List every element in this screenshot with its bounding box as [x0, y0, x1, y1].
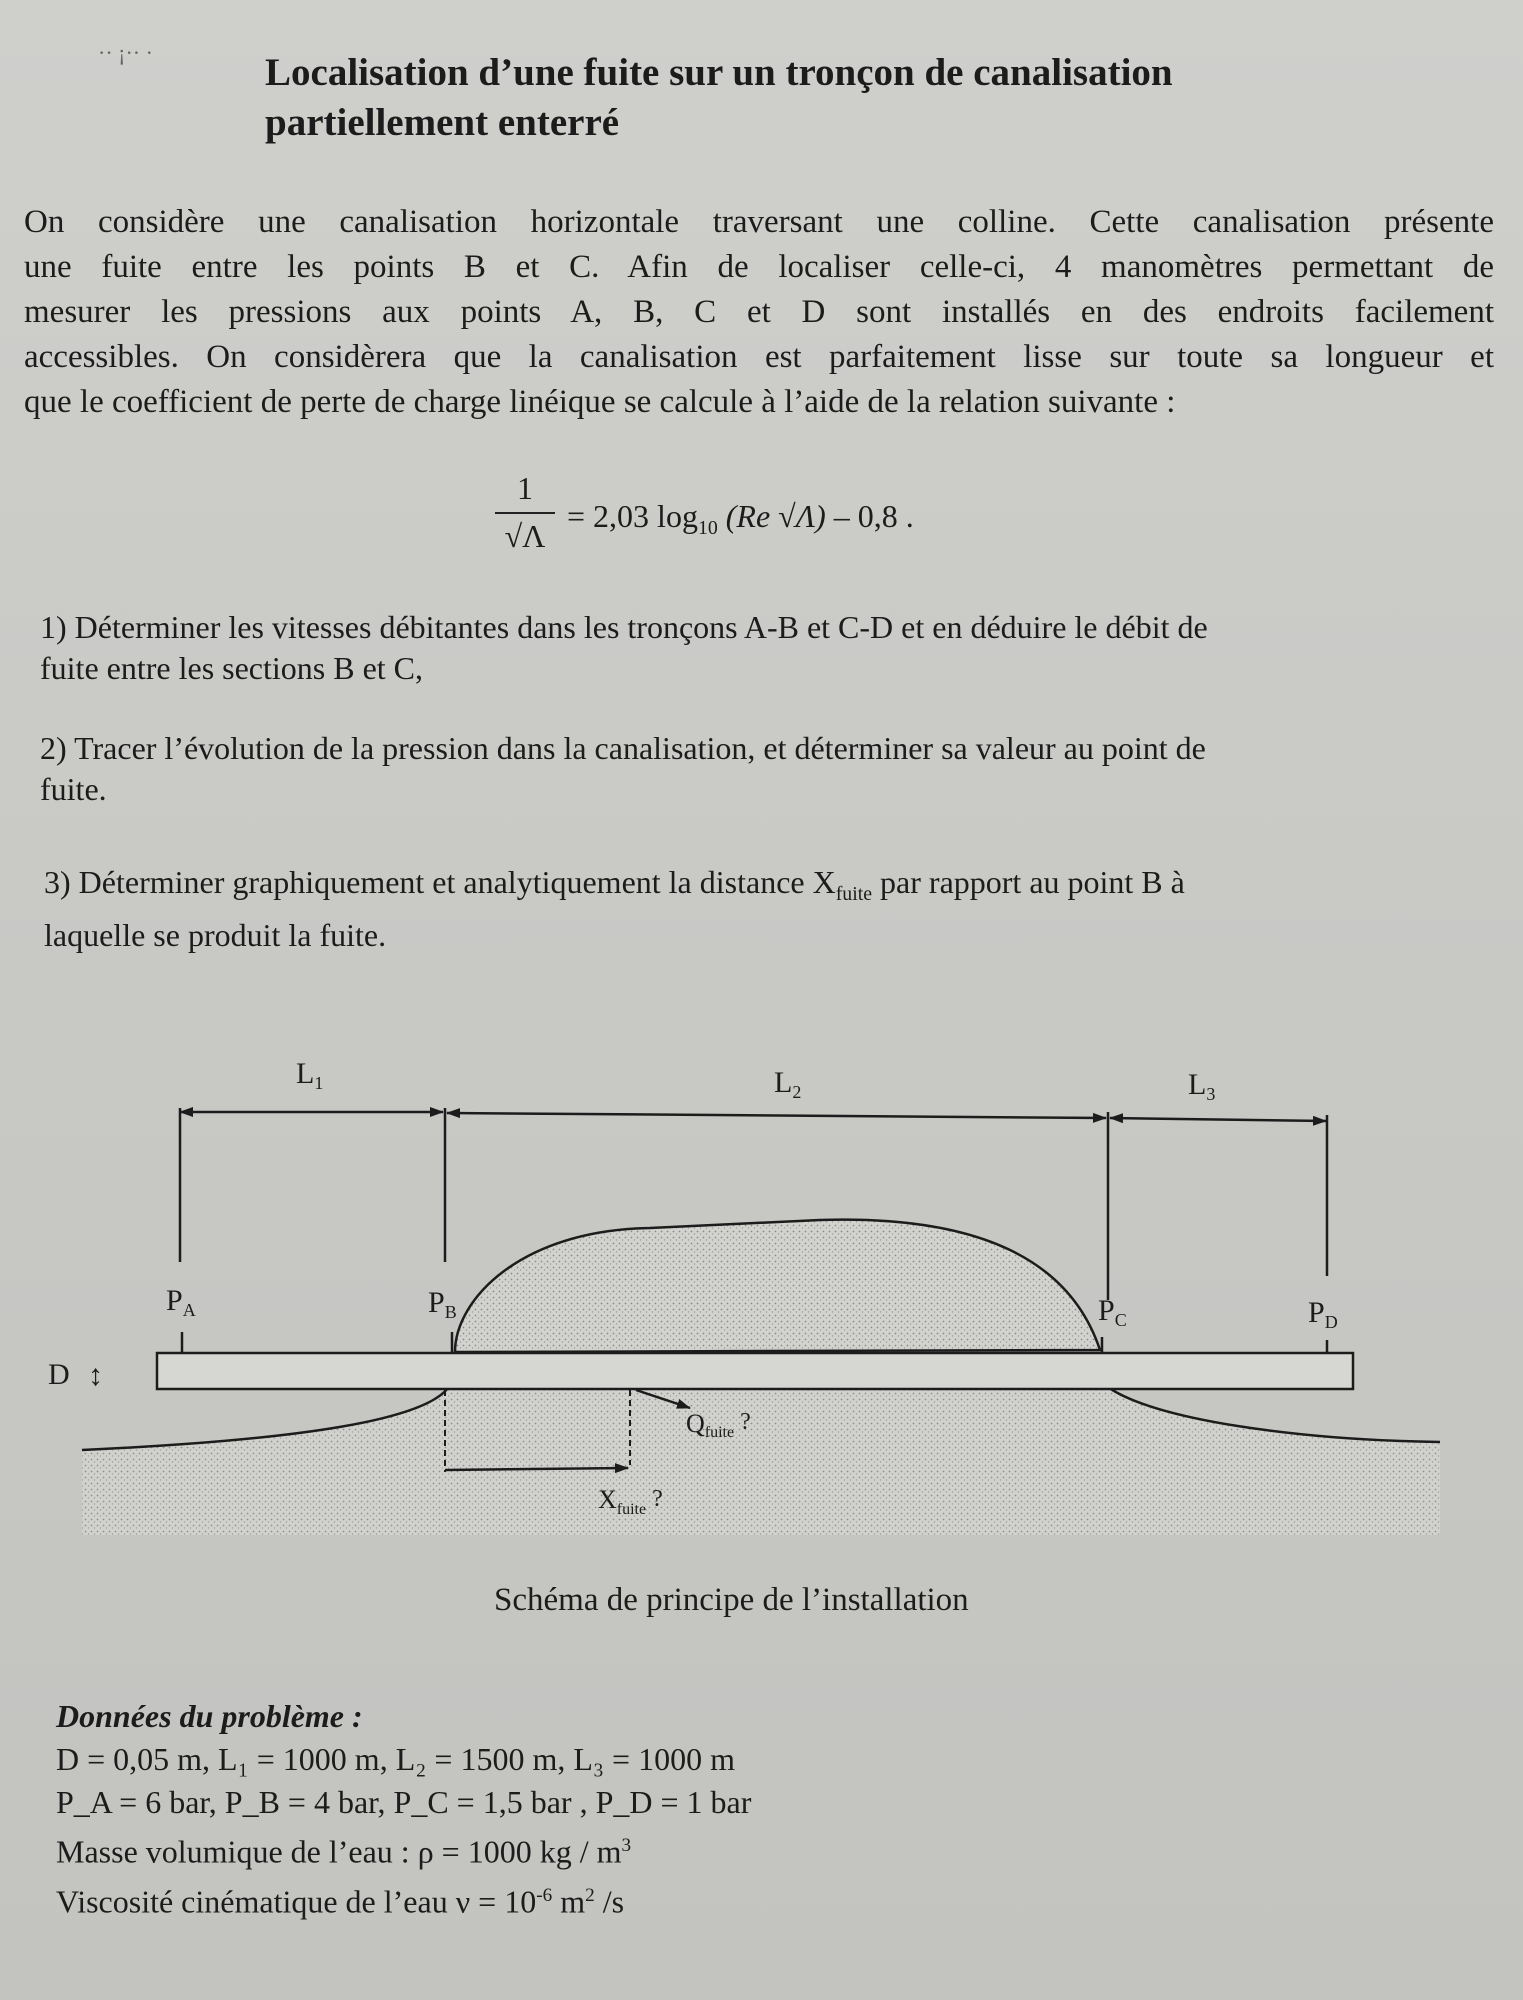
question-2 [40, 728, 1460, 810]
formula-numerator: 1 [517, 470, 533, 506]
question-line: laquelle se produit la fuite. [44, 916, 387, 953]
formula-paren: (Re √Λ) [725, 498, 826, 534]
data-line-density: Masse volumique de l’eau : ρ = 1000 kg / $m^3$ [56, 1833, 632, 1870]
diagram-caption: Schéma de principe de l’installation [494, 1582, 969, 1618]
ground [82, 1385, 1440, 1535]
label-D: D [48, 1358, 70, 1391]
question-3 [44, 862, 1464, 956]
question-1 [40, 607, 1460, 689]
formula-log-base: 10 [697, 516, 718, 539]
label-Qfuite: Qfuite ? [686, 1409, 751, 1441]
title-line: partiellement enterré [265, 101, 620, 144]
installation-diagram [0, 1040, 1523, 1560]
question-line: fuite. [40, 771, 107, 807]
question-line: 3) Déterminer graphiquement et analytiquement la distance $X_{fuite}$ par rapport au point B à [44, 864, 1185, 905]
question-line: 1) Déterminer les vitesses débitantes dans les tronçons A-B et C-D et en déduire le débit de [40, 609, 1208, 645]
question-line: 2) Tracer l’évolution de la pression dans la canalisation, et déterminer sa valeur au point de [40, 730, 1206, 766]
corner-mark: ·· ¡·· · [98, 40, 153, 65]
intro-paragraph [24, 200, 1494, 425]
intro-line: une fuite entre les points B et C. Afin de localiser celle-ci, 4 manomètres permettant de [24, 249, 1494, 285]
formula-denominator: √Λ [504, 518, 546, 554]
diameter-arrow-icon: ↕ [88, 1359, 103, 1392]
data-line-pressures: P_A = 6 bar, P_B = 4 bar, P_C = 1,5 bar , P_D = 1 bar [56, 1784, 752, 1820]
formula-rhs-prefix: = 2,03 log [567, 498, 698, 534]
label-L3: $L_3$ [1188, 1068, 1216, 1104]
fraction-bar [495, 512, 555, 514]
formula-rhs [567, 498, 914, 540]
dim-line-L3 [1110, 1118, 1326, 1121]
label-L2: $L_2$ [774, 1066, 802, 1102]
label-PB: $P_B$ [428, 1286, 457, 1322]
pipe [157, 1353, 1353, 1389]
intro-line: On considère une canalisation horizontale traversant une colline. Cette canalisation présente [24, 204, 1494, 240]
intro-line: que le coefficient de perte de charge linéique se calcule à l’aide de la relation suivante : [24, 384, 1176, 420]
data-line-viscosity: Viscosité cinématique de l’eau $\nu = 10^{-6}$ $m^2$ /s [56, 1883, 625, 1920]
intro-line: accessibles. On considèrera que la canalisation est parfaitement lisse sur toute sa longueur et [24, 339, 1494, 375]
label-PD: $P_D$ [1308, 1296, 1338, 1332]
hill [455, 1220, 1100, 1352]
label-Xfuite: $X_{fuite}$ ? [598, 1485, 663, 1518]
label-L1: $L_1$ [296, 1057, 324, 1093]
colebrook-formula [495, 470, 1015, 580]
problem-data [56, 1695, 751, 1923]
dim-line-L2 [447, 1113, 1106, 1118]
intro-line: mesurer les pressions aux points A, B, C et D sont installés en des endroits facilement [24, 294, 1494, 330]
formula-fraction [495, 470, 555, 555]
data-line-dimensions: D = 0,05 m, L₁ = 1000 m, L₂ = 1500 m, L₃ = 1000 m [56, 1741, 735, 1777]
question-line: fuite entre les sections B et C, [40, 650, 424, 686]
title-line: Localisation d’une fuite sur un tronçon de canalisation [265, 51, 1173, 94]
label-PC: $P_C$ [1098, 1294, 1127, 1330]
page-title [265, 48, 1173, 148]
formula-rhs-suffix: – 0,8 . [825, 498, 914, 534]
data-heading: Données du problème : [56, 1698, 363, 1734]
label-PA: $P_A$ [166, 1284, 196, 1320]
